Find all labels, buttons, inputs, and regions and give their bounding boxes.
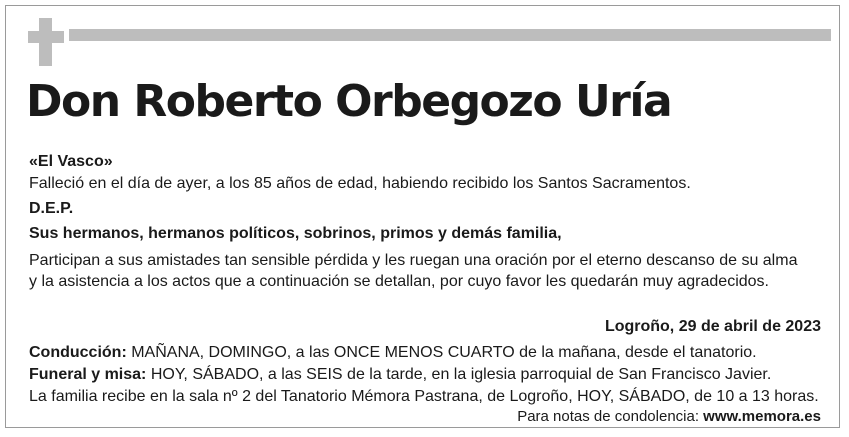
receiving-line: La familia recibe en la sala nº 2 del Tanatorio Mémora Pastrana, de Logroño, HOY, SÁBADO, de 10 a 13 horas. [29, 388, 819, 405]
family-line: Sus hermanos, hermanos políticos, sobrinos, primos y demás familia, [29, 225, 562, 242]
header-rule [69, 29, 831, 41]
place-date: Logroño, 29 de abril de 2023 [604, 318, 821, 335]
procession-line [29, 343, 757, 363]
funeral-text: HOY, SÁBADO, a las SEIS de la tarde, en la iglesia parroquial de San Francisco Javier. [146, 366, 772, 383]
procession-label: Conducción: [29, 344, 127, 361]
cross-icon [28, 18, 64, 66]
condolence-label: Para notas de condolencia: [517, 408, 704, 425]
procession-text: MAÑANA, DOMINGO, a las ONCE MENOS CUARTO de la mañana, desde el tanatorio. [126, 344, 757, 361]
funeral-line [29, 365, 771, 385]
obituary-card [5, 5, 840, 428]
condolence-note [517, 408, 821, 425]
funeral-label: Funeral y misa: [29, 366, 147, 383]
rip-text: D.E.P. [29, 200, 74, 217]
condolence-link[interactable]: www.memora.es [703, 408, 821, 425]
message-line-1: Participan a sus amistades tan sensible pérdida y les ruegan una oración por el eterno descanso de su alma [29, 252, 798, 269]
message-paragraph [29, 250, 829, 292]
nickname: «El Vasco» [29, 153, 113, 170]
death-notice: Falleció en el día de ayer, a los 85 años de edad, habiendo recibido los Santos Sacramentos. [29, 175, 691, 192]
message-line-2: y la asistencia a los actos que a continuación se detallan, por cuyo favor les quedarán muy agradecidos. [29, 273, 769, 290]
deceased-name: Don Roberto Orbegozo Uría [26, 76, 672, 127]
